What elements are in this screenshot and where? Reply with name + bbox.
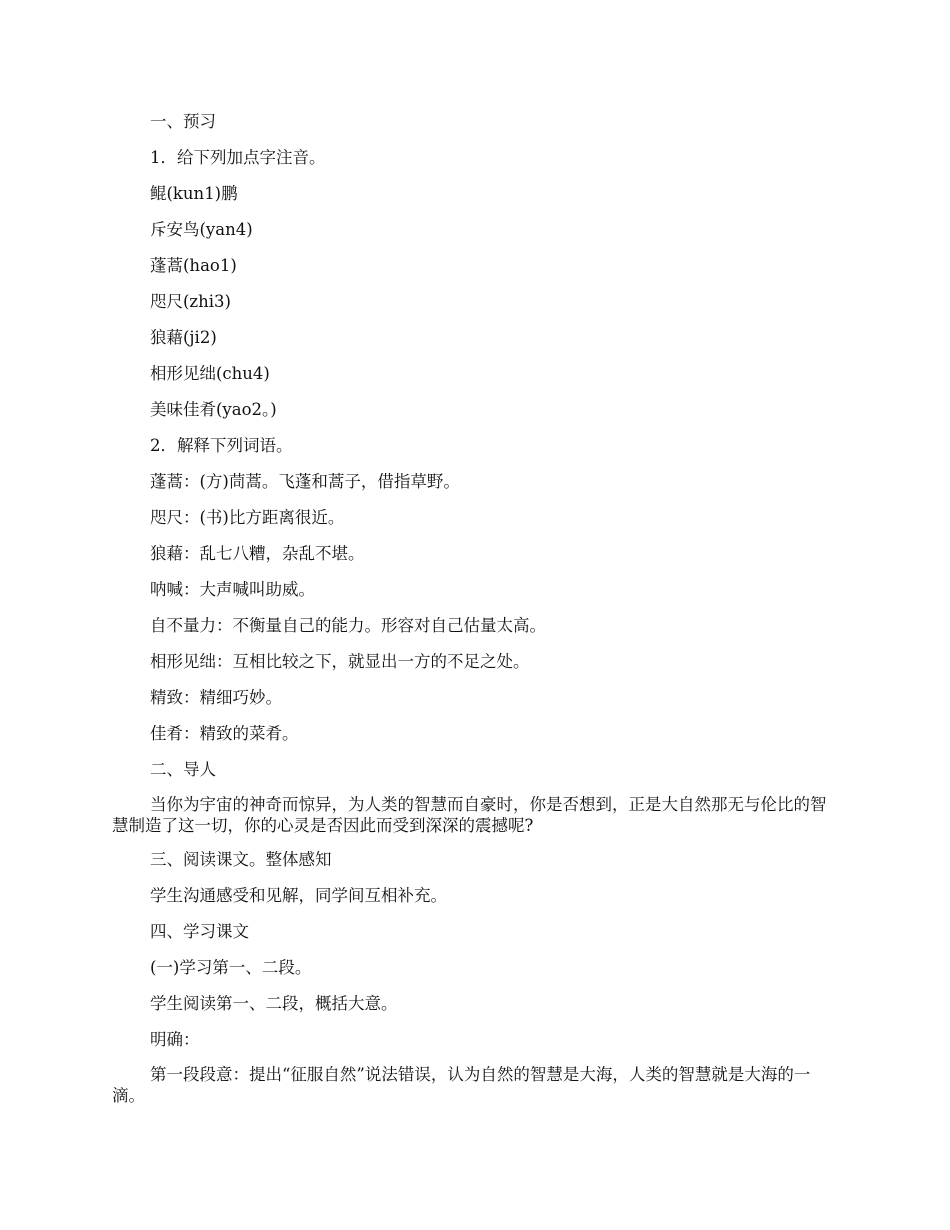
pinyin-item: 咫尺(zhi3) <box>150 292 231 311</box>
definition-item: 蓬蒿：(方)茼蒿。飞蓬和蒿子，借指草野。 <box>150 472 460 491</box>
pinyin-item: 斥安鸟(yan4) <box>150 220 253 239</box>
definition-item: 自不量力：不衡量自己的能力。形容对自己估量太高。 <box>150 616 546 635</box>
section-heading-study: 四、学习课文 <box>150 922 249 941</box>
definition-item: 精致：精细巧妙。 <box>150 688 282 707</box>
pinyin-item: 蓬蒿(hao1) <box>150 256 237 275</box>
section-heading-preview: 一、预习 <box>150 112 216 131</box>
paragraph-summary: 第一段段意：提出“征服自然”说法错误，认为自然的智慧是大海，人类的智慧就是大海的一滴。 <box>112 1065 811 1105</box>
definition-item: 佳肴：精致的菜肴。 <box>150 724 299 743</box>
pinyin-item: 狼藉(ji2) <box>150 328 217 347</box>
definition-item: 呐喊：大声喊叫助威。 <box>150 580 315 599</box>
pinyin-item: 美味佳肴(yao2。) <box>150 400 277 419</box>
definition-item: 咫尺：(书)比方距离很近。 <box>150 508 345 527</box>
section-heading-reading: 三、阅读课文。整体感知 <box>150 850 332 869</box>
exercise-2-heading: 2．解释下列词语。 <box>150 436 293 455</box>
pinyin-item: 鲲(kun1)鹏 <box>150 184 238 203</box>
definition-item: 狼藉：乱七八糟，杂乱不堪。 <box>150 544 365 563</box>
section-heading-intro: 二、导人 <box>150 760 216 779</box>
subsection-heading: (一)学习第一、二段。 <box>150 958 312 977</box>
document-body <box>112 110 840 1118</box>
intro-paragraph: 当你为宇宙的神奇而惊异，为人类的智慧而自豪时，你是否想到，正是大自然那无与伦比的智慧制造了这一切，你的心灵是否因此而受到深深的震撼呢? <box>112 795 827 835</box>
study-paragraph: 学生阅读第一、二段，概括大意。 <box>150 994 398 1013</box>
clarify-label: 明确： <box>150 1030 200 1049</box>
pinyin-item: 相形见绌(chu4) <box>150 364 270 383</box>
reading-paragraph: 学生沟通感受和见解，同学间互相补充。 <box>150 886 447 905</box>
definition-item: 相形见绌：互相比较之下，就显出一方的不足之处。 <box>150 652 530 671</box>
exercise-1-heading: 1．给下列加点字注音。 <box>150 148 326 167</box>
